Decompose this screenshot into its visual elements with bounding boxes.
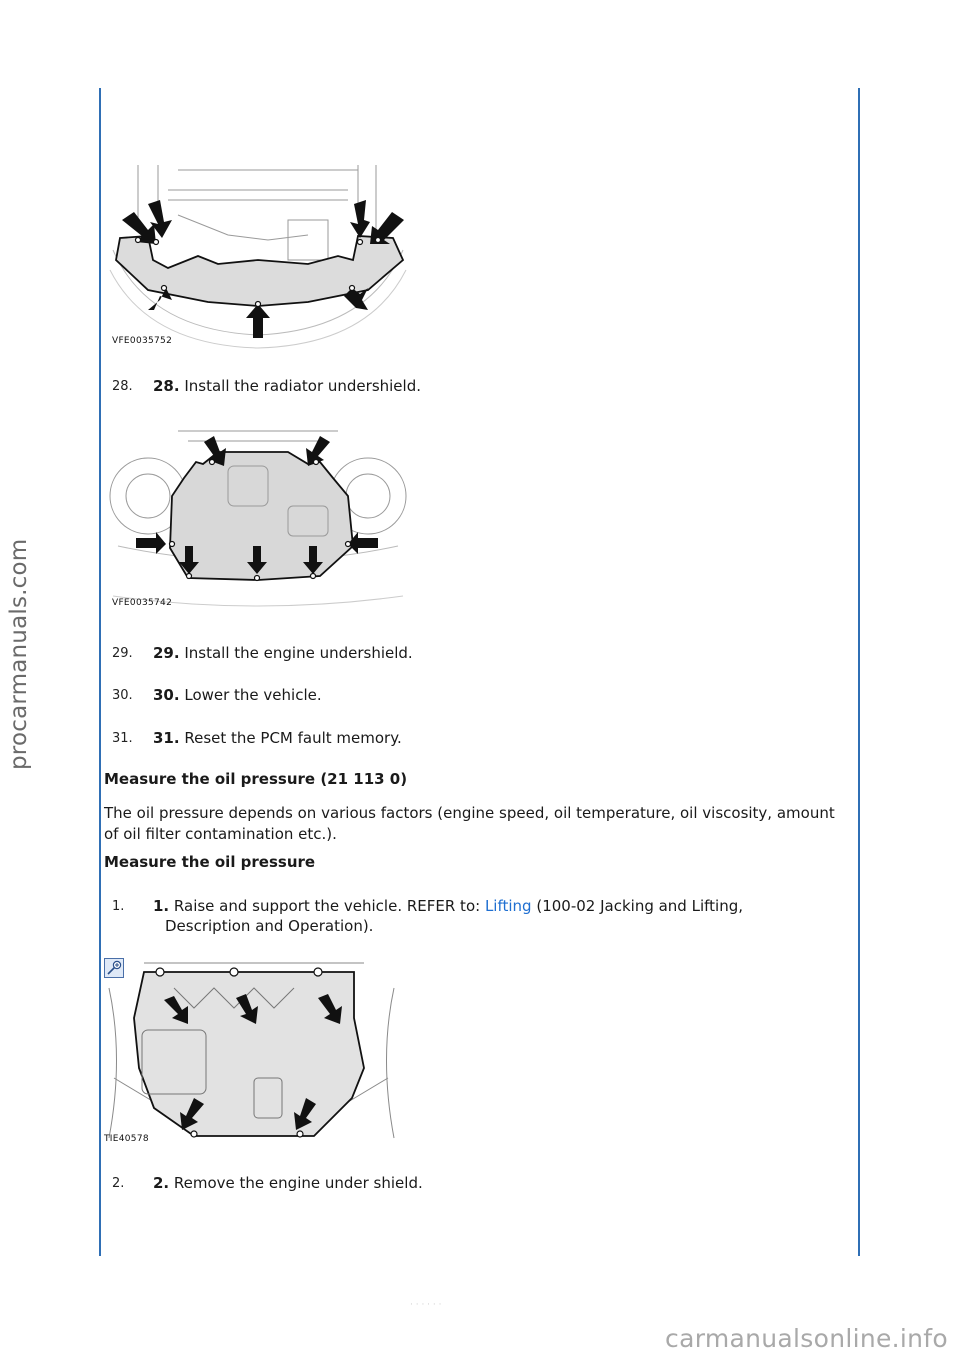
step-text: Install the radiator undershield. <box>179 377 421 395</box>
step-number: 28. <box>112 379 133 394</box>
bottom-watermark: carmanualsonline.info <box>665 1324 948 1353</box>
side-watermark: procarmanuals.com <box>6 538 32 770</box>
figure-radiator-undershield <box>108 160 408 350</box>
step-label: 29. <box>153 644 180 662</box>
figure-code: TIE40578 <box>104 1134 149 1144</box>
figure-code: VFE0035742 <box>112 598 173 608</box>
engine-undershield-illustration <box>108 426 408 616</box>
step-label: 28. <box>153 377 180 395</box>
radiator-undershield-illustration <box>108 160 408 350</box>
step-text: Install the engine undershield. <box>179 644 413 662</box>
step-label: 31. <box>153 729 180 747</box>
figure-engine-under-shield-removal <box>104 958 398 1148</box>
engine-under-shield-removal-illustration <box>104 958 398 1148</box>
step-number: 30. <box>112 688 133 703</box>
lifting-link[interactable]: Lifting <box>484 897 532 915</box>
section-paragraph: The oil pressure depends on various factors (engine speed, oil temperature, oil viscosity, amount of oil filter contamination etc.). <box>104 804 835 843</box>
step-label: 30. <box>153 686 180 704</box>
step-text: Raise and support the vehicle. REFER to: <box>169 897 485 915</box>
step-text-line2: Description and Operation). <box>165 917 374 935</box>
figure-code: VFE0035752 <box>112 336 173 346</box>
step-label: 2. <box>153 1174 170 1192</box>
left-margin-rule <box>99 88 101 1256</box>
section-subtitle: Measure the oil pressure <box>104 853 316 871</box>
step-number: 1. <box>112 899 125 914</box>
step-number: 2. <box>112 1176 125 1191</box>
step-label: 1. <box>153 897 170 915</box>
right-margin-rule <box>858 88 860 1256</box>
step-number: 29. <box>112 646 133 661</box>
figure-engine-undershield <box>108 426 408 616</box>
section-title: Measure the oil pressure (21 113 0) <box>104 770 408 788</box>
step-text-after: (100-02 Jacking and Lifting, <box>531 897 743 915</box>
step-number: 31. <box>112 731 133 746</box>
step-text: Remove the engine under shield. <box>169 1174 423 1192</box>
step-text: Reset the PCM fault memory. <box>179 729 402 747</box>
page-footer: · · · · · · <box>410 1300 442 1310</box>
step-text: Lower the vehicle. <box>179 686 322 704</box>
